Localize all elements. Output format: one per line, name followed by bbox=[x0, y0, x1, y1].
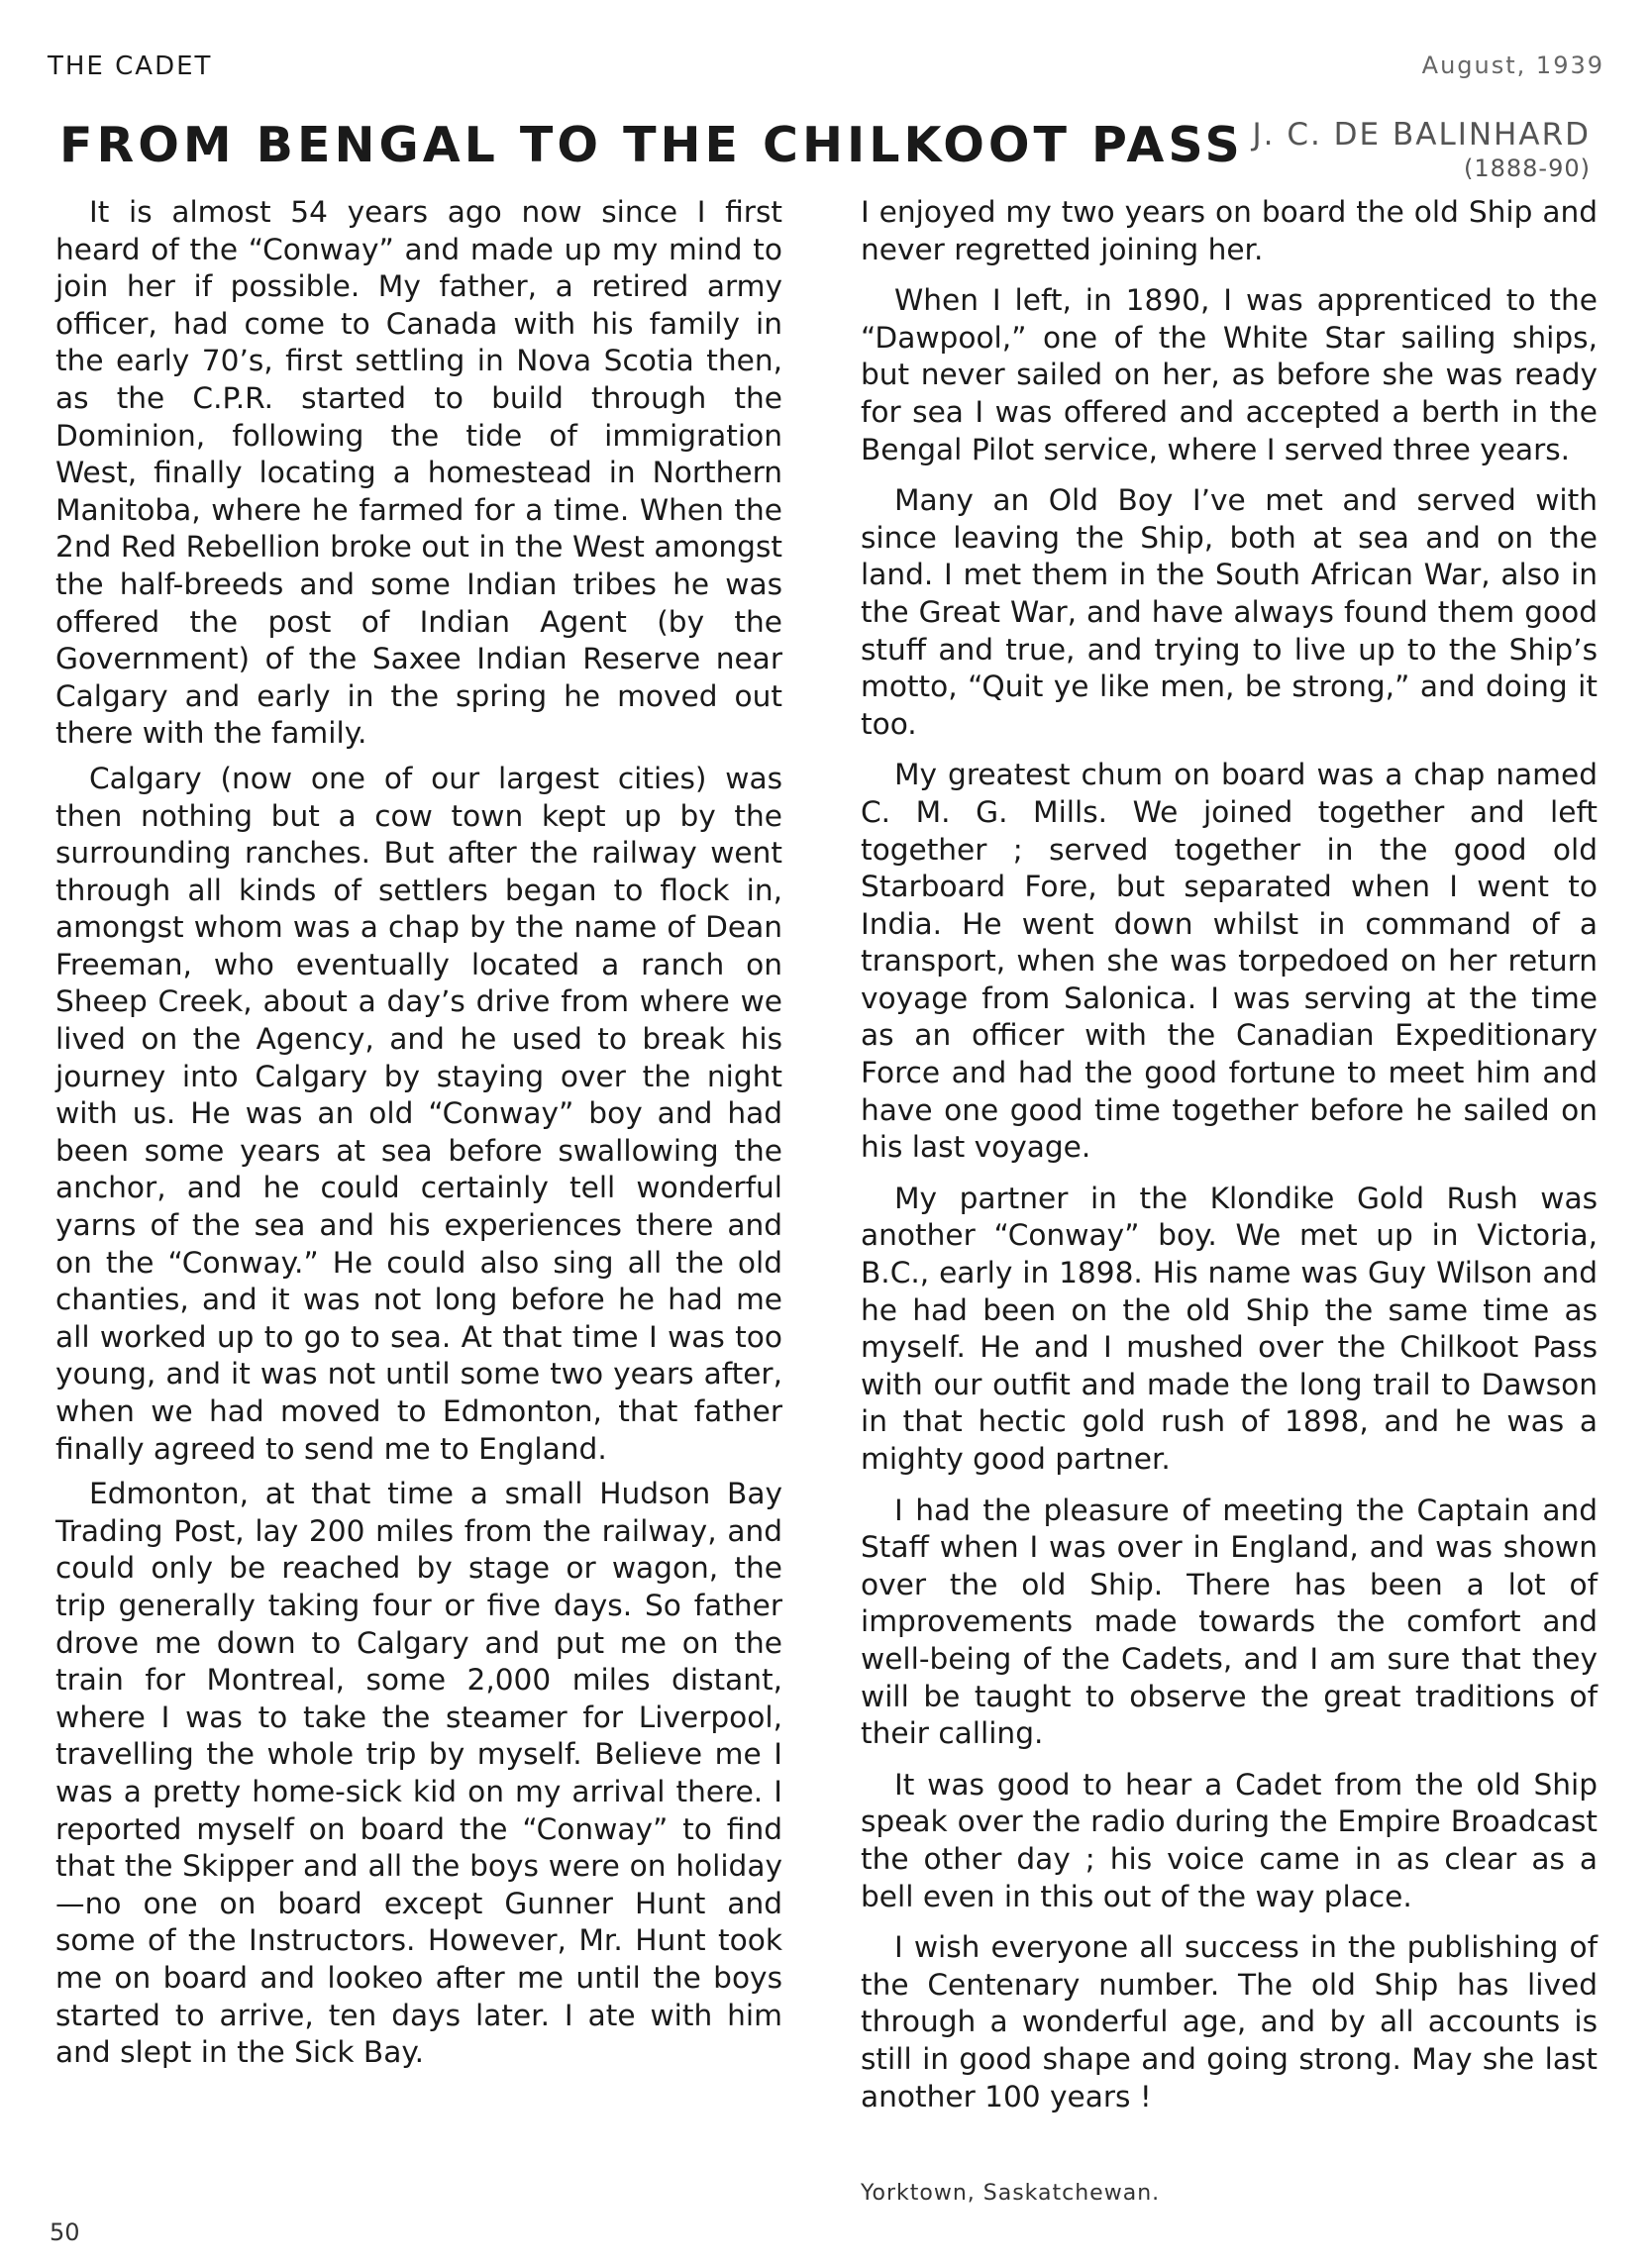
paragraph: I had the pleasure of meeting the Captain and Staff when I was over in England, and was shown over the old Ship. There has been a lot of improvements made towards the comfort and well-being of the Cadets, and I am sure that they will be taught to observe the great traditions of their calling. bbox=[861, 1493, 1598, 1751]
paragraph: Many an Old Boy I’ve met and served with since leaving the Ship, both at sea and on the land. I met them in the South African War, also in the Great War, and have always found them good stuff and true, and trying to live up to the Ship’s motto, “Quit ye like men, be strong,” and doing it too. bbox=[861, 483, 1598, 741]
publication-name: THE CADET bbox=[48, 52, 213, 81]
issue-date: August, 1939 bbox=[1421, 52, 1604, 79]
paragraph: It was good to hear a Cadet from the old Ship speak over the radio during the Empire Broadcast the other day ; his voice came in as clear as a bell even in this out of the way place. bbox=[861, 1767, 1598, 1913]
author-years: (1888-90) bbox=[1463, 155, 1591, 182]
paragraph: My partner in the Klondike Gold Rush was another “Conway” boy. We met up in Victoria, B.C., early in 1898. His name was Guy Wilson and he had been on the old Ship the same time as myself. He and I mushed over the Chilkoot Pass with our outfit and made the long trail to Dawson in that hectic gold rush of 1898, and he was a mighty good partner. bbox=[861, 1181, 1598, 1476]
dateline-place: Yorktown, Saskatchewan. bbox=[861, 2181, 1161, 2206]
paragraph: When I left, in 1890, I was apprenticed to the “Dawpool,” one of the White Star sailing ships, but never sailed on her, as before she was ready for sea I was offered and accepted a berth in the Bengal Pilot service, where I served three years. bbox=[861, 283, 1598, 466]
running-head bbox=[48, 52, 1604, 81]
paragraph: My greatest chum on board was a chap named C. M. G. Mills. We joined together and left together ; served together in the good old Starboard Fore, but separated when I went to India. He went down whilst in command of a transport, when she was torpedoed on her return voyage from Salonica. I was serving at the time as an officer with the Canadian Expeditionary Force and had the good fortune to meet him and have one good time together before he sailed on his last voyage. bbox=[861, 758, 1598, 1165]
left-column bbox=[55, 194, 782, 2080]
paragraph: Edmonton, at that time a small Hudson Bay Trading Post, lay 200 miles from the railway, and could only be reached by stage or wagon, the trip generally taking four or five days. So father drove me down to Calgary and put me on the train for Montreal, some 2,000 miles distant, where I was to take the steamer for Liverpool, travelling the whole trip by myself. Believe me I was a pretty home-sick kid on my arrival there. I reported myself on board the “Conway” to find that the Skipper and all the boys were on holiday—no one on board except Gunner Hunt and some of the Instructors. However, Mr. Hunt took me on board and lookeo after me until the boys started to arrive, ten days later. I ate with him and slept in the Sick Bay. bbox=[55, 1477, 782, 2070]
paragraph: I enjoyed my two years on board the old Ship and never regretted joining her. bbox=[861, 195, 1598, 266]
byline bbox=[1252, 117, 1591, 182]
page-number: 50 bbox=[50, 2218, 80, 2246]
author-name: J. C. DE BALINHARD bbox=[1252, 117, 1591, 153]
right-column bbox=[861, 194, 1598, 2129]
paragraph: It is almost 54 years ago now since I first heard of the “Conway” and made up my mind to join her if possible. My father, a retired army officer, had come to Canada with his family in the early 70’s, first settling in Nova Scotia then, as the C.P.R. started to build through the Dominion, following the tide of immigration West, finally locating a homestead in Northern Manitoba, where he farmed for a time. When the 2nd Red Rebellion broke out in the West amongst the half-breeds and some Indian tribes he was offered the post of Indian Agent (by the Government) of the Saxee Indian Reserve near Calgary and early in the spring he moved out there with the family. bbox=[55, 195, 782, 751]
article-title: FROM BENGAL TO THE CHILKOOT PASS bbox=[59, 117, 1244, 173]
paragraph: I wish everyone all success in the publishing of the Centenary number. The old Ship has lived through a wonderful age, and by all accounts is still in good shape and going strong. May she last another 100 years ! bbox=[861, 1930, 1598, 2113]
paragraph: Calgary (now one of our largest cities) was then nothing but a cow town kept up by the surrounding ranches. But after the railway went through all kinds of settlers began to flock in, amongst whom was a chap by the name of Dean Freeman, who eventually located a ranch on Sheep Creek, about a day’s drive from where we lived on the Agency, and he used to break his journey into Calgary by staying over the night with us. He was an old “Conway” boy and had been some years at sea before swallowing the anchor, and he could certainly tell wonderful yarns of the sea and his experiences there and on the “Conway.” He could also sing all the old chanties, and it was not long before he had me all worked up to go to sea. At that time I was too young, and it was not until some two years after, when we had moved to Edmonton, that father finally agreed to send me to England. bbox=[55, 761, 782, 1466]
